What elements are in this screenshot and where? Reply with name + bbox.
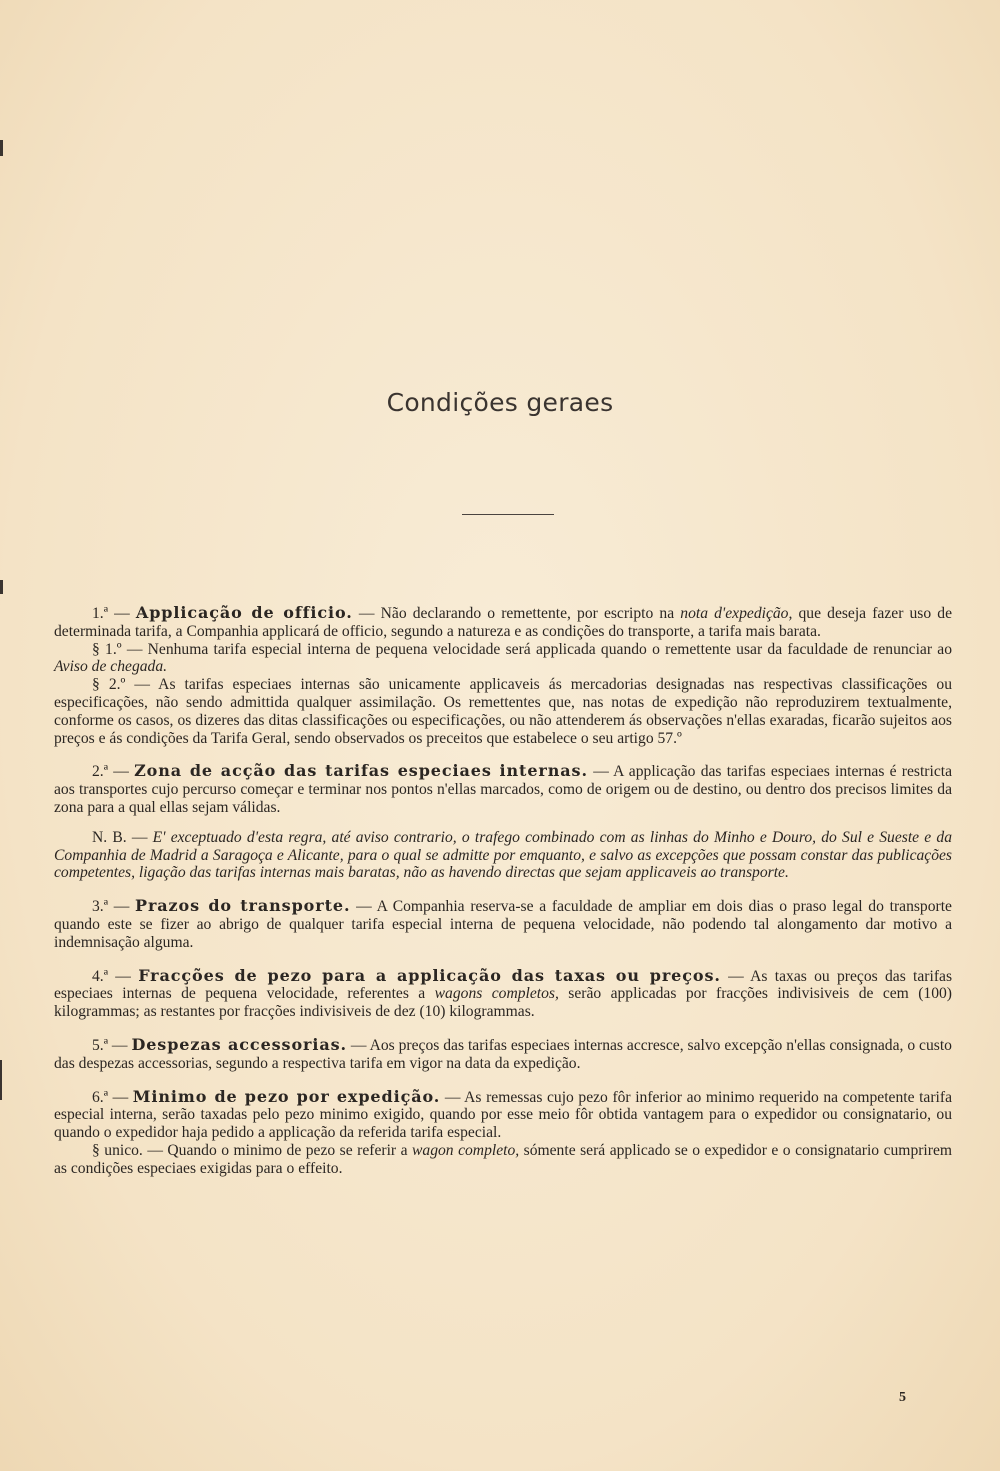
subsection-text: § 2.º — As tarifas especiaes internas são unicamente applicaveis ás mercadorias designadas nas respectivas classificações ou especificações, não sendo admittida qualquer assimilação. Os remettentes que, nas notas de expedição não reproduzirem textualmente, conforme os casos, os dizeres das ditas classificações ou especificações, ou não attenderem ás observações n'ellas exaradas, ficarão sujeitos aos preços e ás condições da Tarifa Geral, sendo observados os preceitos que estabelece o seu artigo 57.º	[54, 676, 952, 747]
section-6	[54, 1088, 952, 1178]
section-number: 2.ª —	[92, 763, 129, 781]
italic-term: wagon completo,	[412, 1141, 520, 1159]
section-number: 1.ª —	[92, 605, 130, 622]
section-text: As taxas ou preços das tarifas especiaes internas de pequena velocidade, referentes a	[54, 967, 953, 1003]
section-paragraph	[54, 604, 952, 641]
subsection-text: § 1.º — Nenhuma tarifa especial interna de pequena velocidade será applicada quando o remettente usar da faculdade de renunciar ao	[92, 640, 952, 658]
section-paragraph	[54, 1088, 952, 1142]
section-text: A Companhia reserva-se a faculdade de ampliar em dois dias o praso legal do transporte quando este se fizer ao abrigo de qualquer tarifa especial interna de pequena velocidade, não podendo tal alongamento dar motivo a indemnisação alguma.	[54, 898, 952, 951]
page-title: Condições geraes	[386, 388, 614, 417]
section-5	[54, 1036, 952, 1073]
section-3	[54, 897, 952, 951]
separator: —	[350, 898, 377, 916]
section-number: 3.ª —	[92, 898, 130, 916]
nb-label: N. B. —	[92, 828, 153, 846]
section-number: 6.ª —	[92, 1088, 129, 1106]
section-heading: Prazos do transporte.	[135, 896, 351, 916]
nb-text: E' exceptuado d'esta regra, até aviso contrario, o trafego combinado com as linhas do Minho e Douro, do Sul e Sueste e da Companhia de Madrid a Saragoça e Alicante, para o qual se admitte por emquanto, e salvo as excepções que possam constar das publicações competentes, ligação das tarifas internas mais baratas, não as havendo directas que sejam applicaveis ao transporte.	[54, 828, 953, 882]
italic-term: Aviso de chegada.	[54, 658, 168, 676]
section-paragraph	[54, 762, 952, 816]
section-2	[54, 762, 952, 882]
section-paragraph	[54, 897, 952, 951]
nota-bene-paragraph	[54, 829, 952, 882]
section-number: 5.ª —	[92, 1036, 128, 1054]
document-body	[54, 604, 952, 1178]
subsection-paragraph	[54, 641, 952, 677]
section-1	[54, 604, 952, 747]
section-text: Aos preços das tarifas especiaes internas accresce, salvo excepção n'ellas consignada, o custo das despezas accessorias, segundo a respectiva tarifa em vigor na data da expedição.	[54, 1036, 952, 1072]
italic-term: nota d'expedição,	[680, 605, 793, 622]
section-heading: Fracções de pezo para a applicação das taxas ou preços.	[138, 965, 721, 985]
separator: —	[440, 1088, 465, 1106]
subsection-paragraph	[54, 1142, 952, 1178]
italic-term: wagons completos,	[434, 985, 559, 1003]
section-text: A applicação das tarifas especiaes internas é restricta aos transportes cujo percurso começar e terminar nos pontos n'ellas marcados, como de origem ou de destino, ou dentro dos precisos limites da zona para a qual ellas sejam válidas.	[54, 763, 953, 816]
section-paragraph	[54, 967, 952, 1021]
separator: —	[352, 605, 381, 622]
separator: —	[720, 967, 751, 985]
section-text: As remessas cujo pezo fôr inferior ao minimo requerido na competente tarifa especial interna, serão taxadas pelo pezo minimo exigido, quando por esse meio fôr obtida vantagem para o expedidor ou consignatario, ou quando o expedidor haja pedido a applicação da referida tarifa especial.	[54, 1088, 952, 1142]
section-text: que deseja fazer uso de determinada tarifa, a Companhia applicará de officio, segundo a natureza e as condições do transporte, a tarifa mais barata.	[54, 605, 953, 640]
section-heading: Minimo de pezo por expedição.	[132, 1086, 441, 1106]
margin-mark	[0, 1060, 2, 1100]
separator: —	[587, 763, 614, 781]
section-text: Não declarando o remettente, por escripto na	[380, 605, 681, 622]
margin-mark	[0, 580, 3, 594]
subsection-paragraph	[54, 676, 952, 747]
separator: —	[347, 1036, 370, 1054]
margin-mark	[0, 140, 3, 156]
title-divider	[462, 514, 554, 515]
section-text: serão applicadas por fracções indivisiveis de cem (100) kilogrammas; as restantes por fracções indivisiveis de dez (10) kilogrammas.	[54, 985, 953, 1021]
section-4	[54, 967, 952, 1021]
section-number: 4.ª —	[92, 967, 131, 985]
page-number: 5	[899, 1390, 906, 1405]
section-paragraph	[54, 1036, 952, 1073]
section-heading: Applicação de officio.	[135, 603, 353, 622]
section-heading: Despezas accessorias.	[131, 1034, 347, 1054]
section-heading: Zona de acção das tarifas especiaes internas.	[134, 761, 588, 781]
subsection-text: sómente será applicado se o expedidor e o consignatario cumprirem as condições especiaes exigidas para o effeito.	[54, 1141, 953, 1177]
subsection-text: § unico. — Quando o minimo de pezo se referir a	[92, 1141, 413, 1159]
